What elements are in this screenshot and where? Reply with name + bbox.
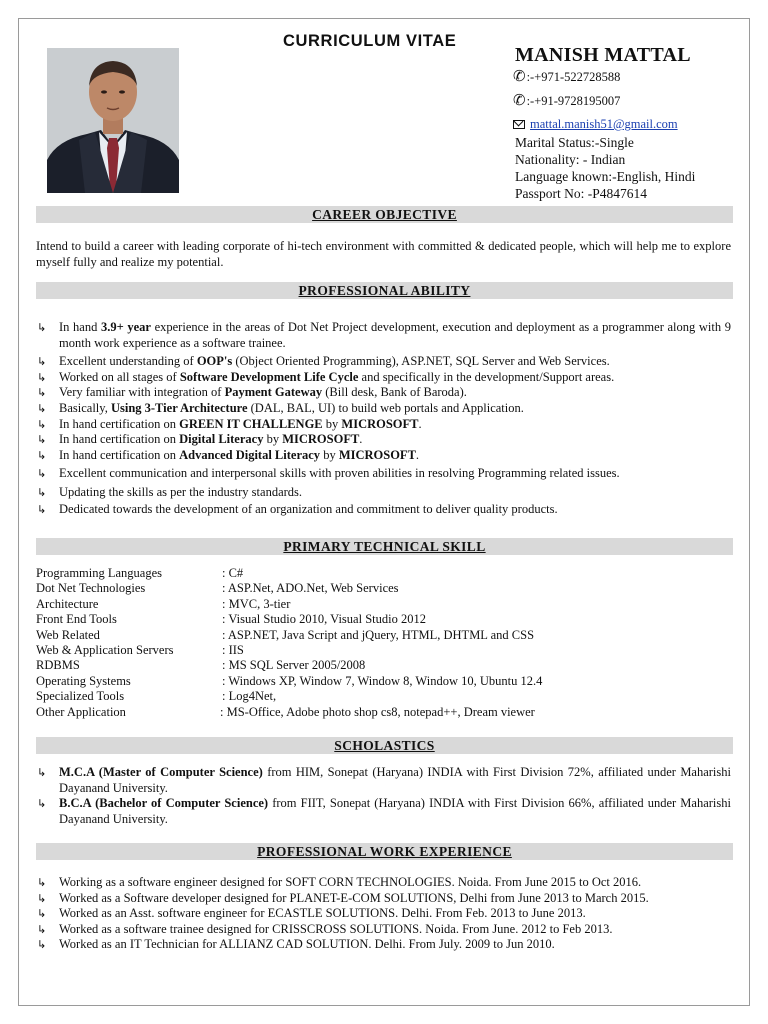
- skill-value: : MS-Office, Adobe photo shop cs8, notepad++, Dream viewer: [220, 704, 535, 719]
- skill-label: Web Related: [36, 627, 100, 642]
- list-item: ↳ Worked as an Asst. software engineer for ECASTLE SOLUTIONS. Delhi. From Feb. 2013 to June 2013.: [37, 906, 586, 921]
- phone-number-1: :-+971-522728588: [526, 70, 621, 84]
- list-item: ↳ In hand certification on Digital Literacy by MICROSOFT.: [37, 432, 363, 447]
- bullet-arrow-icon: ↳: [37, 321, 47, 334]
- list-item: ↳ Worked as an IT Technician for ALLIANZ CAD SOLUTION. Delhi. From July. 2009 to Jun 2010.: [37, 937, 555, 952]
- list-item: ↳ Updating the skills as per the industry standards.: [37, 484, 303, 499]
- section-scholastics: SCHOLASTICS: [36, 737, 733, 754]
- skill-value: : Visual Studio 2010, Visual Studio 2012: [222, 612, 426, 627]
- candidate-name: MANISH MATTAL: [515, 44, 691, 66]
- skill-value: : MVC, 3-tier: [222, 596, 291, 611]
- skill-label: Architecture: [36, 596, 99, 611]
- phone-number-2: :-+91-9728195007: [526, 94, 621, 108]
- work-list: [36, 875, 731, 953]
- phone-line-2: [513, 93, 620, 108]
- list-item: ↳ M.C.A (Master of Computer Science) from HIM, Sonepat (Haryana) INDIA with First Division 72%, affiliated under Maharishi Dayanand University.: [37, 765, 731, 795]
- bullet-arrow-icon: ↳: [37, 485, 47, 499]
- skill-label: Operating Systems: [36, 673, 131, 688]
- bullet-arrow-icon: ↳: [37, 891, 47, 905]
- list-item: ↳ Basically, Using 3-Tier Architecture (DAL, BAL, UI) to build web portals and Application.: [37, 400, 524, 415]
- ability-list: [36, 320, 731, 517]
- skill-value: : ASP.NET, Java Script and jQuery, HTML, DHTML and CSS: [222, 627, 535, 642]
- bullet-arrow-icon: ↳: [37, 922, 47, 936]
- passport-number: Passport No: -P4847614: [515, 186, 648, 201]
- list-item: ↳ B.C.A (Bachelor of Computer Science) from FIIT, Sonepat (Haryana) INDIA with First Division 66%, affiliated under Maharishi Dayanand University.: [37, 796, 731, 826]
- list-item: ↳ Working as a software engineer designed for SOFT CORN TECHNOLOGIES. Noida. From June 2015 to Oct 2016.: [37, 875, 642, 889]
- skill-label: Web & Application Servers: [36, 642, 174, 657]
- career-objective-text: Intend to build a career with leading corporate of hi-tech environment with committed & dedicated people, which will help me to explore myself fully and realize my potential.: [36, 239, 731, 269]
- bullet-arrow-icon: ↳: [37, 386, 47, 400]
- envelope-icon: [513, 120, 525, 129]
- list-item: ↳ In hand 3.9+ year experience in the areas of Dot Net Project development, execution and deployment as a programmer along with 9 month work experience as a software trainee.: [37, 320, 731, 350]
- skill-value: : Windows XP, Window 7, Window 8, Window 10, Ubuntu 12.4: [222, 673, 543, 688]
- email-link[interactable]: mattal.manish51@gmail.com: [530, 117, 678, 131]
- bullet-arrow-icon: ↳: [37, 502, 47, 516]
- email-line: [513, 117, 678, 131]
- bullet-arrow-icon: ↳: [37, 448, 47, 462]
- skill-label: Other Application: [36, 704, 126, 719]
- section-technical-skill: PRIMARY TECHNICAL SKILL: [36, 538, 733, 555]
- phone-icon: ✆: [513, 67, 526, 85]
- skill-value: : MS SQL Server 2005/2008: [222, 658, 366, 673]
- bullet-arrow-icon: ↳: [37, 876, 47, 889]
- bullet-arrow-icon: ↳: [37, 401, 47, 415]
- skill-value: : IIS: [222, 642, 244, 657]
- section-work-experience: PROFESSIONAL WORK EXPERIENCE: [36, 843, 733, 860]
- phone-icon: ✆: [513, 91, 526, 109]
- skill-label: Programming Languages: [36, 566, 163, 580]
- bullet-arrow-icon: ↳: [37, 907, 47, 921]
- bullet-arrow-icon: ↳: [37, 355, 47, 369]
- list-item: ↳ Dedicated towards the development of an organization and commitment to deliver quality products.: [37, 501, 558, 516]
- skill-value: : Log4Net,: [222, 689, 277, 704]
- bullet-arrow-icon: ↳: [37, 797, 47, 811]
- skill-value: : C#: [222, 566, 244, 580]
- skill-value: : ASP.Net, ADO.Net, Web Services: [222, 581, 399, 596]
- skill-label: Specialized Tools: [36, 689, 125, 704]
- section-career-objective: CAREER OBJECTIVE: [36, 206, 733, 223]
- document-title: CURRICULUM VITAE: [283, 32, 457, 50]
- marital-status: Marital Status:-Single: [515, 135, 634, 150]
- bullet-arrow-icon: ↳: [37, 370, 47, 384]
- bullet-arrow-icon: ↳: [37, 467, 47, 481]
- bullet-arrow-icon: ↳: [37, 766, 47, 779]
- skill-label: Dot Net Technologies: [36, 581, 146, 596]
- list-item: ↳ Excellent communication and interpersonal skills with proven abilities in resolving Programming related issues.: [37, 466, 620, 481]
- section-professional-ability: PROFESSIONAL ABILITY: [36, 282, 733, 299]
- skill-label: Front End Tools: [36, 612, 117, 627]
- phone-line-1: [513, 69, 620, 84]
- bullet-arrow-icon: ↳: [37, 433, 47, 447]
- bullet-arrow-icon: ↳: [37, 417, 47, 431]
- list-item: ↳ Excellent understanding of OOP's (Object Oriented Programming), ASP.NET, SQL Server and Web Services.: [37, 354, 610, 369]
- profile-photo: [47, 48, 179, 193]
- bullet-arrow-icon: ↳: [37, 938, 47, 952]
- list-item: ↳ In hand certification on Advanced Digital Literacy by MICROSOFT.: [37, 447, 420, 462]
- list-item: ↳ Very familiar with integration of Payment Gateway (Bill desk, Bank of Baroda).: [37, 385, 467, 400]
- list-item: ↳ Worked as a software trainee designed for CRISSCROSS SOLUTIONS. Noida. From June. 2012 to Feb 2013.: [37, 921, 613, 936]
- list-item: ↳ In hand certification on GREEN IT CHALLENGE by MICROSOFT.: [37, 416, 422, 431]
- languages-known: Language known:-English, Hindi: [515, 169, 696, 184]
- scholastics-list: [36, 765, 731, 827]
- list-item: ↳ Worked as a Software developer designed for PLANET-E-COM SOLUTIONS, Delhi from June 2013 to March 2015.: [37, 890, 649, 905]
- skill-label: RDBMS: [36, 658, 80, 673]
- nationality: Nationality: - Indian: [515, 152, 626, 167]
- list-item: ↳ Worked on all stages of Software Development Life Cycle and specifically in the development/Support areas.: [37, 369, 615, 384]
